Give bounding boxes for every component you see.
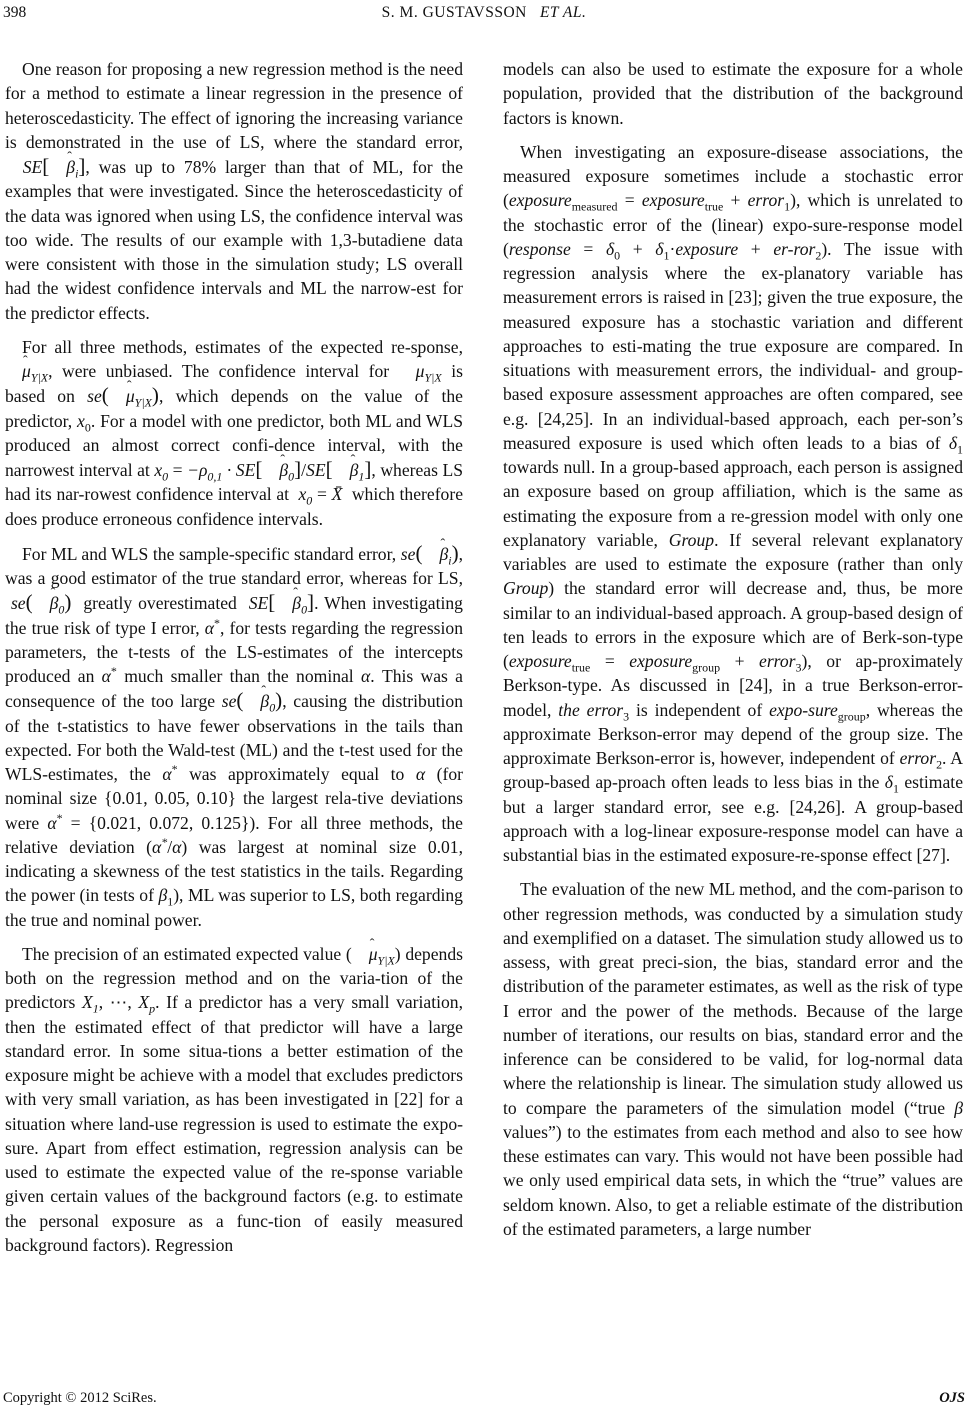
paragraph-2: For all three methods, estimates of the expected re-sponse, ˆ $\mu_{Y|X}$, were unbiased. The confidence interval for ˆ $\mu_{Y|X}$ is based on se(ˆ $\mu_{Y|X}$), which depends on the value of the predictor, $x_0$. For a model with one predictor, both ML and WLS produced an almost correct confi-dence interval, with the narrowest interval at $x_0 = -\rho_{0,1}$ · SE[ˆ $\beta_0]/SE[ˆ$ $\beta_1$], whereas LS had its nar-rowest confidence interval at $x_0$ = X̄ which therefore does produce erroneous confidence intervals. <box>5 335 463 531</box>
text-span: ) the standard error will decrease and, thus, be more similar to an individual-based approach. A group-based design of ten leads to errors in the exposure which are of Berk-son-type ( <box>503 578 963 671</box>
text-span: towards null. In a group-based approach, each person is assigned an exposure based on group affiliation, which is the same as estimating the exposure from a re-gression model with only one explanatory variable, <box>503 457 963 550</box>
formula-se-mu-hat: se(ˆ $\mu_{Y|X}$) <box>87 386 159 406</box>
formula-se-beta-0-lower: se(ˆ $\beta_0$) <box>222 691 282 711</box>
text-span: For ML and WLS the sample-specific standard error, <box>22 543 397 564</box>
text-span: , was a good estimator of the true standard error, whereas for LS, <box>5 543 463 588</box>
text-span: the error <box>558 699 624 720</box>
text-span: One reason for proposing a new regression method is the need for a method to estimate a linear regression in the presence of heteroscedasticity. The effect of ignoring the increasing variance is demonstrated in the use of LS, where the standard error, <box>5 59 463 152</box>
text-span: is independent of <box>636 699 763 720</box>
running-head <box>0 4 968 22</box>
text-span: , were unbiased. The confidence interval for <box>48 361 390 381</box>
text-span: , causing the distribution of the t-statistics to have fewer observations in the tails than expected. For both the Wald-test (ML) and the t-test used for the WLS-estimates, the <box>5 691 463 784</box>
text-span: greatly overestimated <box>83 593 237 614</box>
left-column <box>5 57 463 1267</box>
text-span: is based on <box>5 361 463 407</box>
right-column <box>503 57 963 1251</box>
text-span: much smaller than the nominal <box>124 666 354 686</box>
text-span: Group <box>668 529 715 550</box>
text-span: The evaluation of the new ML method, and the com-parison to other regression methods, was conducted by a simulation study and exemplified on a dataset. The simulation study allowed us to assess, with great preci-sion, the bias, standard error and the distribution of the parameter estimates, as well as the risk of type I error and the power of the methods. Because of the large number of iterations, our results on bias, standard error and the inference can be considered to be valid, for log-normal data where the relationship is linear. The simulation study allowed us to compare the parameters of the simulation model (“true <box>503 879 963 1118</box>
text-span: models can also be used to estimate the exposure for a whole population, provided that the distribution of the background factors is known. <box>503 59 963 128</box>
text-span: , was up to 78% larger than that of ML, for the examples that were investigated. Since the heteroscedasticity of the data was ignored when using LS, the confidence interval was too wide. The results of our example with 1,3-butadiene data were consistent with those in the simulation study; LS overall had the widest confidence intervals and ML the narrow-est for the predictor effects. <box>5 157 463 323</box>
text-span: , for tests regarding the regression parameters, the t-tests of the LS-estimates of the intercepts produced an <box>5 617 463 686</box>
paragraph-7: The evaluation of the new ML method, and the com-parison to other regression methods, was conducted by a simulation study and exemplified on a dataset. The simulation study allowed us to assess, with great preci-sion, the bias, standard error and the distribution of the parameter estimates, as well as the risk of type I error and the power of the methods. Because of the large number of iterations, our results on bias, standard error and the inference can be considered to be valid, for log-normal data where the relationship is linear. The simulation study allowed us to compare the parameters of the simulation model (“true β values”) to the estimates from each method and also to see how these estimates can vary. This would not have been possible had we only used empirical data sets, in which the “true” values are seldom known. Also, to get a reliable estimate of the distribution of the estimated parameters, a large number <box>503 879 964 1239</box>
text-span: The precision of an estimated expected value ( <box>22 943 352 964</box>
text-span: ). The issue with regression analysis where the ex-planatory variable has measurement errors is raised in [23]; given the true exposure, the measured exposure has a stochastic variation and different approaches to esti-mating the true exposure are compared. In situations with measurement errors, the individual- and group-based exposure assessment approaches are often compared, see e.g. [24,25]. In an individual-based approach, each per-son’s measured exposure is used which often leads to a bias of <box>503 238 963 453</box>
formula-x0-narrowest: $x_0 = -\rho_{0,1}$ · SE[ˆ $\beta_0]/SE[ˆ$ $\beta_1$] <box>154 460 371 480</box>
paragraph-6: When investigating an exposure-disease associations, the measured exposure sometimes include a stochastic error (exposure$_{measured}$ = exposure$_{true}$ + error$_1$), which is unrelated to the stochastic error of the (linear) expo-sure-response model (response = $\delta_0$ + $\delta_1\cdot exposure + er-ror_2$). The issue with regression analysis where the ex-planatory variable has measurement errors is raised in [23]; given the true exposure, the measured exposure has a stochastic variation and different approaches to esti-mating the true exposure are compared. In situations with measurement errors, the individual- and group-based exposure assessment approaches are often compared, see e.g. [24,25]. In an individual-based approach, each per-son’s measured exposure is used which often leads to a bias of $\delta_1$ towards null. In a group-based approach, each person is assigned an exposure based on group affiliation, which is the same as estimating the exposure from a re-gression model with only one explanatory variable, Group. If several relevant explanatory variables are used to estimate the exposure (rather than only Group) the standard error will decrease and, thus, be more similar to an individual-based approach. A group-based design of ten leads to errors in the exposure which are of Berk-son-type (exposure$_{true}$ = exposure$_{group}$ + error$_3$), or ap-proximately Berkson-type. As discussed in [24], in a true Berkson-error-model, the error$_3$ is independent of expo-sure$_{group}$, whereas the approximate Berkson-error may depend of the group size. The approximate Berkson-error is, however, independent of error$_2$. A group-based ap-proach often leads to less bias in the $\delta_1$ estimate but a larger standard error, see e.g. [24,26]. A group-based approach with a log-linear exposure-response model can have a substantial bias in the estimated exposure-re-sponse effect [27]. <box>503 141 964 865</box>
formula-mu-hat: ˆ $\mu_{Y|X}$ <box>5 361 48 381</box>
text-span: was approximately equal to <box>189 764 405 784</box>
paragraph-1 <box>5 57 463 325</box>
formula-mu-hat: ˆ $\mu_{Y|X}$ <box>352 944 395 964</box>
copyright-notice: Copyright © 2012 SciRes. <box>3 1390 157 1406</box>
text-span: which therefore does produce erroneous confidence intervals. <box>5 484 464 529</box>
journal-abbrev: OJS <box>939 1390 965 1406</box>
paragraph-5 <box>503 57 963 130</box>
text-span: (for nominal size {0.01, 0.05, 0.10} the largest rela-tive deviations were <box>5 764 463 833</box>
text-span: ), which is unrelated to the stochastic error of the (linear) expo-sure-response model ( <box>503 190 963 259</box>
text-span: = {0.021, 0.072, 0.125}). For all three methods, the relative deviation ( <box>5 812 463 857</box>
text-span: When investigating an exposure-disease associations, the measured exposure sometimes include a stochastic error ( <box>503 141 963 211</box>
running-head-authors: S. M. GUSTAVSSON <box>381 4 527 21</box>
text-span: . If several relevant explanatory variables are used to estimate the exposure (rather than only <box>503 529 964 574</box>
text-span: . A group-based ap-proach often leads to less bias in the <box>503 748 963 793</box>
formula-x0-mean: $x_0$ = X̄ <box>293 484 348 508</box>
formula-alpha-ratio: α*/α <box>152 834 182 857</box>
text-span: ), ML was superior to LS, both regarding the true and nominal power. <box>5 885 463 930</box>
text-span: . When investigating the true risk of type I error, <box>5 593 463 638</box>
text-span: . This was a consequence of the too large <box>5 666 463 712</box>
page-number: 398 <box>3 4 27 21</box>
text-span: ) was largest at nominal size 0.01, indicating a skewness of the test statistics in the tails. Regarding the power (in tests of <box>5 836 464 906</box>
paragraph-4 <box>5 942 463 1257</box>
running-head-etal: ET AL. <box>539 4 587 21</box>
text-span: . For a model with one predictor, both ML and WLS produced an almost correct confi-dence interval, with the narrowest interval at <box>5 410 463 480</box>
paragraph-3: For ML and WLS the sample-specific standard error, se(ˆ $\beta_i$), was a good estimator of the true standard error, whereas for LS, se(ˆ $\beta_0$) greatly overestimated SE[ˆ $\beta_0$]. When investigating the true risk of type I error, α*, for tests regarding the regression parameters, the t-tests of the LS-estimates of the intercepts produced an α* much smaller than the nominal α. This was a consequence of the too large se(ˆ $\beta_0$), causing the distribution of the t-statistics to have fewer observations in the tails than expected. For both the Wald-test (ML) and the t-test used for the WLS-estimates, the α* was approximately equal to α (for nominal size {0.01, 0.05, 0.10} the largest rela-tive deviations were α* = {0.021, 0.072, 0.125}). For all three methods, the relative deviation (α*/α) was largest at nominal size 0.01, indicating a skewness of the test statistics in the tails. Regarding the power (in tests of $\beta_1$), ML was superior to LS, both regarding the true and nominal power. <box>5 541 463 932</box>
formula-se-beta-0-upper: SE[ˆ $\beta_0$] <box>243 593 314 613</box>
page-header <box>0 0 968 34</box>
text-span: . If a predictor has a very small variation, then the estimated effect of that predictor will have a large standard error. In some situa-tions a better estimation of the exposure might be achieve with a model that excludes predictors with very small variation, as has been investigated in [22] for a situation where land-use regression is used to estimate the expo-sure. Apart from effect estimation, regression analysis can be used to estimate the expected value of the re-sponse variable given certain values of the background factors (e.g. to estimate the personal exposure as a func-tion of easily measured background factors). Regression <box>5 992 464 1255</box>
text-span: estimate but a larger standard error, see e.g. [24,26]. A group-based approach with a log-linear exposure-response model can have a substantial bias in the estimated exposure-re-sponse effect [27]. <box>503 772 963 865</box>
text-span: , whereas LS had its nar-rowest confidence interval at <box>5 460 463 505</box>
formula-mu-hat: ˆ $\mu_{Y|X}$ <box>399 361 442 381</box>
text-span: values”) to the estimates from each method and also to see how these estimates can vary. This would not have been possible had we only used empirical data sets, in which the “true” values are seldom known. Also, to get a reliable estimate of the distribution of the estimated parameters, a large number <box>503 1121 963 1239</box>
formula-se-beta-i: SE[ˆ $\beta_i$] <box>5 157 85 177</box>
text-span: , which depends on the value of the predictor, <box>5 386 463 431</box>
text-span: For all three methods, estimates of the expected re-sponse, <box>22 336 463 357</box>
formula-predictors: $X_1$, ⋯, $X_p$ <box>81 992 156 1016</box>
text-span: , whereas the approximate Berkson-error may depend of the group size. The approximate Berkson-error is, however, independent of <box>503 699 963 768</box>
formula-se-beta-0-lower: se(ˆ $\beta_0$) <box>5 593 77 613</box>
formula-se-beta-i-lower: se(ˆ $\beta_i$) <box>401 544 459 564</box>
text-span: ) depends both on the regression method and on the varia-tion of the predictors <box>5 943 463 1013</box>
text-span: ), or ap-proximately Berkson-type. As discussed in [24], in a true Berkson-error-model, <box>503 651 963 720</box>
